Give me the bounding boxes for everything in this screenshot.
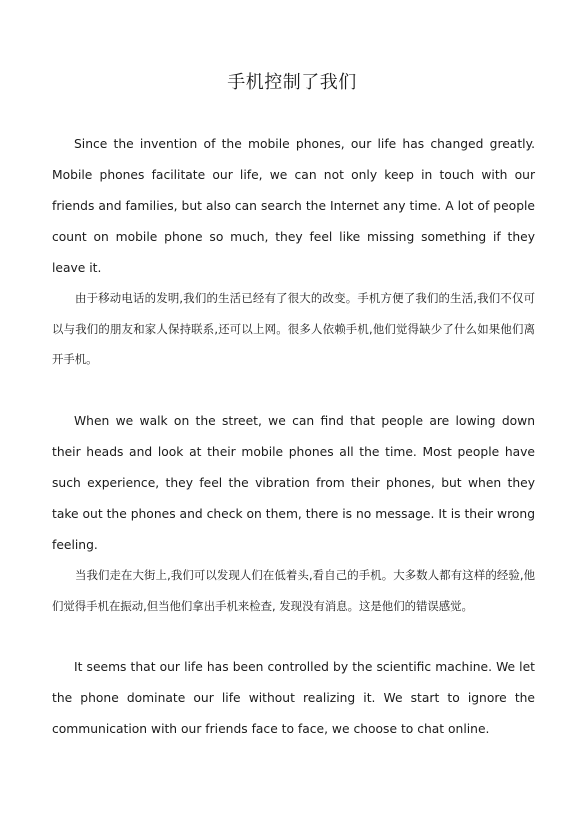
document-title: 手机控制了我们 bbox=[227, 72, 357, 93]
paragraph-chinese-1: 由于移动电话的发明,我们的生活已经有了很大的改变。手机方便了我们的生活,我们不仅可以与我们的朋友和家人保持联系,还可以上网。很多人依赖手机,他们觉得缺少了什么如果他们离开手机。 bbox=[52, 291, 535, 366]
paragraph-english-3: It seems that our life has been controlled by the scientific machine. We let the phone dominate our life without realizing it. We start to ignore the communication with our friends face to face, we choose to chat online. bbox=[52, 660, 535, 736]
paragraph-chinese-2: 当我们走在大街上,我们可以发现人们在低着头,看自己的手机。大多数人都有这样的经验,他们觉得手机在振动,但当他们拿出手机来检查, 发现没有消息。这是他们的错误感觉。 bbox=[52, 568, 535, 613]
paragraph-english-1: Since the invention of the mobile phones, our life has changed greatly. Mobile phones facilitate our life, we can not only keep in touch with our friends and families, but also can search the Internet any time. A lot of people count on mobile phone so much, they feel like missing something if they leave it. bbox=[52, 137, 535, 275]
paragraph-english-2: When we walk on the street, we can find that people are lowing down their heads and look at their mobile phones all the time. Most people have such experience, they feel the vibration from their phones, but when they take out the phones and check on them, there is no message. It is their wrong feeling. bbox=[52, 414, 535, 552]
